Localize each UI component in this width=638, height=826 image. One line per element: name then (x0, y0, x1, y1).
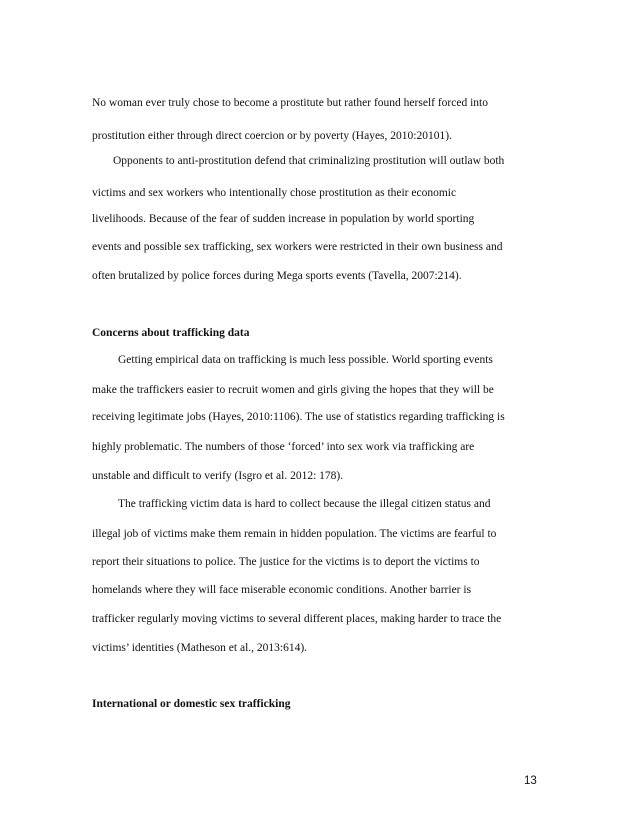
paragraph-3-line-4: highly problematic. The numbers of those ‘forced’ into sex work via trafficking are (92, 441, 475, 453)
paragraph-3-line-1: Getting empirical data on trafficking is much less possible. World sporting events (118, 354, 493, 366)
paragraph-2-line-3: livelihoods. Because of the fear of sudden increase in population by world sporting (92, 213, 475, 225)
paragraph-4-line-3: report their situations to police. The justice for the victims is to deport the victims to (92, 556, 480, 568)
paragraph-4-line-6: victims’ identities (Matheson et al., 2013:614). (92, 642, 308, 654)
paragraph-3-line-2: make the traffickers easier to recruit women and girls giving the hopes that they will be (92, 384, 494, 396)
paragraph-3-line-5: unstable and difficult to verify (Isgro et al. 2012: 178). (92, 470, 344, 482)
paragraph-3-line-3: receiving legitimate jobs (Hayes, 2010:1106). The use of statistics regarding trafficking is (92, 411, 505, 423)
paragraph-1-line-1: No woman ever truly chose to become a prostitute but rather found herself forced into (92, 97, 488, 109)
paragraph-1-line-2: prostitution either through direct coercion or by poverty (Hayes, 2010:20101). (92, 130, 452, 142)
paragraph-4-line-5: trafficker regularly moving victims to several different places, making harder to trace the (92, 613, 502, 625)
paragraph-4-line-1: The trafficking victim data is hard to collect because the illegal citizen status and (118, 498, 491, 510)
paragraph-2-line-4: events and possible sex trafficking, sex workers were restricted in their own business and (92, 241, 503, 253)
page-number: 13 (524, 775, 537, 787)
paragraph-2-line-2: victims and sex workers who intentionally chose prostitution as their economic (92, 187, 457, 199)
paragraph-4-line-2: illegal job of victims make them remain in hidden population. The victims are fearful to (92, 528, 497, 540)
section-heading-international-domestic: International or domestic sex trafficking (92, 698, 291, 710)
paragraph-4-line-4: homelands where they will face miserable economic conditions. Another barrier is (92, 584, 472, 596)
paragraph-2-line-1: Opponents to anti-prostitution defend that criminalizing prostitution will outlaw both (113, 155, 505, 167)
section-heading-trafficking-data: Concerns about trafficking data (92, 327, 250, 339)
paragraph-2-line-5: often brutalized by police forces during Mega sports events (Tavella, 2007:214). (92, 270, 462, 282)
